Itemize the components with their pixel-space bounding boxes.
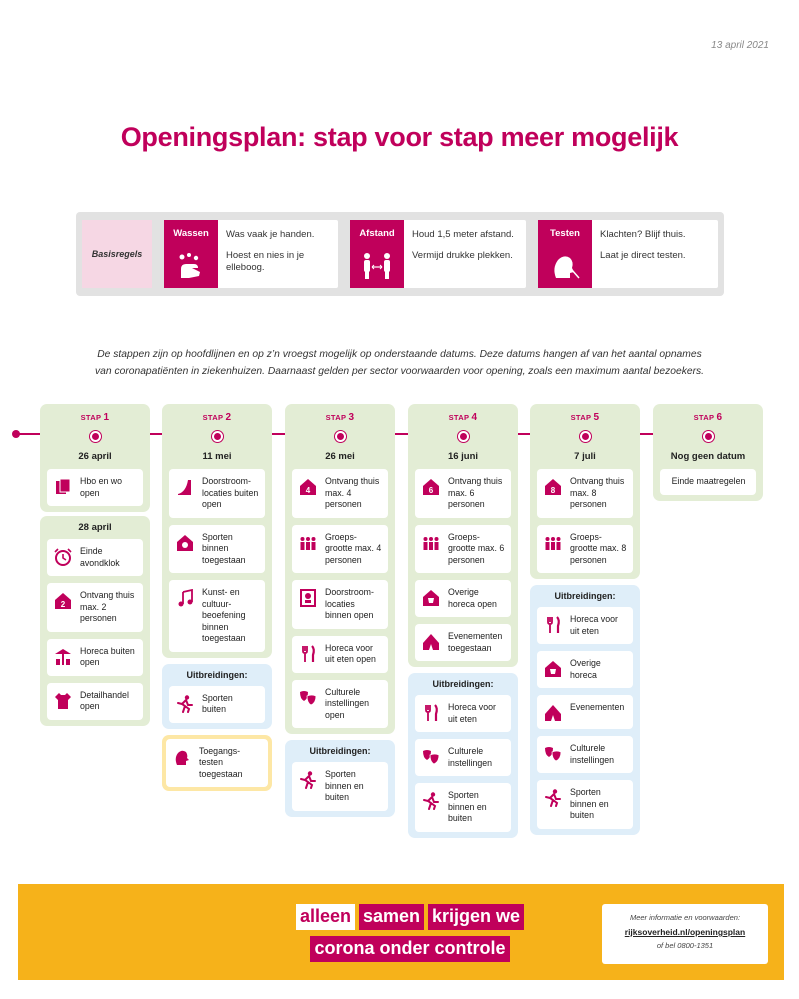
measure-text: Sporten binnen en buiten bbox=[448, 790, 487, 823]
step-panel bbox=[40, 404, 150, 512]
measure-text: Ontvang thuis max. 4 personen bbox=[325, 476, 380, 509]
measure-card bbox=[660, 469, 756, 495]
runner-icon bbox=[299, 771, 317, 789]
group-icon bbox=[544, 534, 562, 552]
measure-card bbox=[292, 469, 388, 518]
measure-card bbox=[47, 583, 143, 632]
rule-line: Hoest en nies in je elleboog. bbox=[226, 250, 305, 273]
step-label bbox=[40, 412, 150, 423]
step-label-word: STAP bbox=[693, 413, 715, 422]
measure-card bbox=[415, 624, 511, 661]
measure-card bbox=[292, 525, 388, 574]
measure-text: Kunst- en cultuur-beoefening binnen toegestaan bbox=[202, 587, 246, 643]
theatre-masks-icon bbox=[544, 745, 562, 763]
measure-text: Doorstroom-locaties buiten open bbox=[202, 476, 259, 509]
extensions-title: Uitbreidingen: bbox=[309, 746, 371, 756]
museum-icon bbox=[299, 589, 317, 607]
measure-text: Horeca buiten open bbox=[80, 645, 135, 667]
step-column-6 bbox=[653, 404, 763, 501]
house-8-icon bbox=[544, 478, 562, 496]
cutlery-icon bbox=[422, 704, 440, 722]
terrace-icon bbox=[54, 648, 72, 666]
runner-icon bbox=[544, 789, 562, 807]
step-label bbox=[162, 412, 272, 423]
slide-icon bbox=[176, 478, 194, 496]
theatre-masks-icon bbox=[299, 689, 317, 707]
step-label-word: STAP bbox=[325, 413, 347, 422]
step-label bbox=[408, 412, 518, 423]
svg-text:8: 8 bbox=[550, 486, 556, 495]
rule-wassen bbox=[164, 220, 338, 288]
measure-text: Ontvang thuis max. 6 personen bbox=[448, 476, 503, 509]
measure-card bbox=[415, 580, 511, 617]
measure-card bbox=[415, 525, 511, 574]
page-date: 13 april 2021 bbox=[711, 40, 769, 51]
slogan-row bbox=[280, 936, 540, 962]
timeline-dot bbox=[703, 431, 714, 442]
step-label bbox=[653, 412, 763, 423]
measure-text: Evenementen toegestaan bbox=[448, 631, 503, 653]
footer-banner bbox=[18, 884, 784, 980]
step-panel bbox=[653, 404, 763, 501]
books-icon bbox=[54, 478, 72, 496]
rule-line: Houd 1,5 meter afstand. bbox=[412, 229, 514, 240]
timeline-start-dot bbox=[12, 430, 20, 438]
step-label bbox=[285, 412, 395, 423]
measure-card bbox=[169, 686, 265, 723]
group-icon bbox=[299, 534, 317, 552]
measure-text: Einde maatregelen bbox=[671, 476, 746, 486]
slogan-word: corona onder controle bbox=[310, 936, 509, 962]
sub-step-panel bbox=[40, 516, 150, 726]
theatre-masks-icon bbox=[422, 748, 440, 766]
extensions-title: Uitbreidingen: bbox=[186, 669, 248, 680]
rule-line: Laat je direct testen. bbox=[600, 250, 686, 261]
measure-card bbox=[292, 580, 388, 629]
extensions-title: Uitbreidingen: bbox=[432, 679, 494, 689]
measure-text: Sporten buiten bbox=[202, 692, 233, 714]
svg-text:4: 4 bbox=[305, 486, 311, 495]
rule-afstand bbox=[350, 220, 526, 288]
measure-text: Overige horeca open bbox=[448, 587, 497, 609]
measure-text: Toegangs-testen toegestaan bbox=[199, 745, 243, 779]
measure-text: Evenementen bbox=[570, 702, 625, 712]
step-number: 3 bbox=[348, 412, 355, 423]
rule-badge bbox=[538, 220, 592, 288]
measure-text: Overige horeca bbox=[570, 658, 601, 680]
step-column-3 bbox=[285, 404, 395, 817]
step-panel bbox=[530, 404, 640, 579]
rule-badge bbox=[350, 220, 404, 288]
measure-text: Einde avondklok bbox=[80, 546, 120, 568]
measure-card bbox=[166, 739, 268, 788]
head-test-icon bbox=[173, 748, 191, 766]
measure-text: Horeca voor uit eten bbox=[448, 702, 496, 724]
runner-icon bbox=[422, 792, 440, 810]
step-number: 4 bbox=[471, 412, 478, 423]
measure-text: Ontvang thuis max. 8 personen bbox=[570, 476, 625, 509]
rule-line: Klachten? Blijf thuis. bbox=[600, 229, 686, 240]
measure-card bbox=[415, 739, 511, 776]
step-label-word: STAP bbox=[570, 413, 592, 422]
step-number: 1 bbox=[103, 412, 110, 423]
sub-step-date: 28 april bbox=[78, 522, 112, 533]
step-number: 5 bbox=[593, 412, 600, 423]
slogan-row bbox=[280, 904, 540, 930]
step-date: 11 mei bbox=[202, 451, 232, 462]
extensions-panel bbox=[408, 673, 518, 838]
step-label-word: STAP bbox=[80, 413, 102, 422]
measure-text: Doorstroom-locaties binnen open bbox=[325, 587, 374, 620]
measure-text: Culturele instellingen open bbox=[325, 686, 370, 720]
step-column-5 bbox=[530, 404, 640, 835]
measure-card bbox=[292, 762, 388, 811]
info-label: Meer informatie en voorwaarden: bbox=[629, 913, 741, 922]
circus-tent-icon bbox=[422, 633, 440, 651]
step-column-1 bbox=[40, 404, 150, 726]
measure-text: Culturele instellingen bbox=[448, 746, 493, 768]
measure-card bbox=[537, 736, 633, 773]
step-date: 26 april bbox=[78, 451, 112, 462]
measure-card bbox=[47, 539, 143, 576]
step-date: 26 mei bbox=[325, 451, 355, 462]
intro-line: van coronapatiënten in ziekenhuizen. Daarnaast gelden per sector voorwaarden voor opening, zoals een maximum aantal bezoekers. bbox=[94, 366, 705, 377]
page-title: Openingsplan: stap voor stap meer mogelijk bbox=[120, 122, 679, 152]
step-label-word: STAP bbox=[202, 413, 224, 422]
extensions-panel bbox=[530, 585, 640, 835]
info-link[interactable]: rijksoverheid.nl/openingsplan bbox=[624, 927, 746, 937]
measure-text: Horeca voor uit eten open bbox=[325, 642, 376, 664]
info-phone: of bel 0800-1351 bbox=[656, 941, 714, 950]
step-number: 6 bbox=[716, 412, 723, 423]
measure-card bbox=[415, 783, 511, 832]
rule-testen bbox=[538, 220, 718, 288]
test-swab-icon bbox=[550, 252, 580, 280]
cutlery-icon bbox=[544, 616, 562, 634]
measure-card bbox=[292, 680, 388, 729]
slogan-word: alleen bbox=[296, 904, 355, 930]
measure-text: Sporten binnen en buiten bbox=[325, 769, 364, 802]
access-testing-panel bbox=[162, 735, 272, 792]
step-date: Nog geen datum bbox=[670, 451, 746, 462]
measure-text: Groeps-grootte max. 4 personen bbox=[325, 531, 382, 565]
house-2-icon bbox=[54, 592, 72, 610]
hands-washing-icon bbox=[176, 252, 206, 280]
sport-house-icon bbox=[176, 534, 194, 552]
measure-card bbox=[537, 469, 633, 518]
step-number: 2 bbox=[225, 412, 232, 423]
measure-card bbox=[47, 469, 143, 506]
timeline-dot bbox=[90, 431, 101, 442]
measure-text: Ontvang thuis max. 2 personen bbox=[80, 590, 135, 623]
house-4-icon bbox=[299, 478, 317, 496]
measure-card bbox=[169, 469, 265, 518]
rule-line: Was vaak je handen. bbox=[226, 229, 315, 240]
svg-text:6: 6 bbox=[428, 486, 434, 495]
measure-card bbox=[537, 525, 633, 574]
distance-people-icon bbox=[362, 252, 392, 280]
measure-text: Culturele instellingen bbox=[570, 743, 615, 765]
step-panel bbox=[408, 404, 518, 667]
measure-card bbox=[537, 651, 633, 688]
slogan-word: krijgen we bbox=[428, 904, 524, 930]
measure-card bbox=[415, 695, 511, 732]
svg-text:2: 2 bbox=[60, 600, 66, 609]
intro-text bbox=[0, 346, 799, 380]
rule-badge-label: Testen bbox=[550, 228, 580, 239]
rule-badge-label: Afstand bbox=[359, 228, 395, 239]
step-column-2 bbox=[162, 404, 272, 791]
step-column-4 bbox=[408, 404, 518, 838]
measure-card bbox=[537, 780, 633, 829]
timeline-dot bbox=[458, 431, 469, 442]
timeline-dot bbox=[212, 431, 223, 442]
shirt-icon bbox=[54, 692, 72, 710]
rule-badge bbox=[164, 220, 218, 288]
timeline-dot bbox=[335, 431, 346, 442]
measure-card bbox=[415, 469, 511, 518]
measure-text: Hbo en wo open bbox=[80, 476, 123, 498]
rule-line: Vermijd drukke plekken. bbox=[412, 250, 513, 261]
house-6-icon bbox=[422, 478, 440, 496]
step-label-word: STAP bbox=[448, 413, 470, 422]
measure-card bbox=[169, 525, 265, 574]
timeline-dot bbox=[580, 431, 591, 442]
measure-card bbox=[169, 580, 265, 652]
alarm-clock-icon bbox=[54, 548, 72, 566]
basic-rules-panel bbox=[76, 212, 724, 296]
measure-text: Detailhandel open bbox=[80, 689, 129, 711]
rule-badge-label: Wassen bbox=[173, 228, 209, 239]
music-note-icon bbox=[176, 589, 194, 607]
slogan bbox=[280, 904, 540, 968]
runner-icon bbox=[176, 695, 194, 713]
step-date: 16 juni bbox=[447, 451, 479, 462]
step-panel bbox=[162, 404, 272, 658]
step-date: 7 juli bbox=[574, 451, 596, 462]
group-icon bbox=[422, 534, 440, 552]
measure-text: Groeps-grootte max. 6 personen bbox=[448, 531, 505, 565]
slogan-word: samen bbox=[359, 904, 424, 930]
measure-text: Horeca voor uit eten bbox=[570, 614, 618, 636]
horeca-house-icon bbox=[422, 589, 440, 607]
measure-card bbox=[47, 683, 143, 720]
horeca-house-icon bbox=[544, 660, 562, 678]
measure-text: Sporten binnen toegestaan bbox=[202, 531, 246, 565]
cutlery-icon bbox=[299, 645, 317, 663]
extensions-title: Uitbreidingen: bbox=[554, 591, 616, 601]
step-label bbox=[530, 412, 640, 423]
measure-card bbox=[292, 636, 388, 673]
measure-text: Groeps-grootte max. 8 personen bbox=[570, 531, 627, 565]
measure-text: Sporten binnen en buiten bbox=[570, 787, 609, 820]
measure-card bbox=[47, 639, 143, 676]
extensions-panel bbox=[285, 740, 395, 817]
measure-card bbox=[537, 607, 633, 644]
step-panel bbox=[285, 404, 395, 734]
measure-card bbox=[537, 695, 633, 729]
intro-line: De stappen zijn op hoofdlijnen en op z’n vroegst mogelijk op onderstaande datums. Deze datums hangen af van het aantal opnames bbox=[97, 349, 702, 360]
basic-rules-label: Basisregels bbox=[82, 220, 152, 288]
info-box bbox=[602, 904, 768, 964]
extensions-panel bbox=[162, 664, 272, 729]
circus-tent-icon bbox=[544, 704, 562, 722]
